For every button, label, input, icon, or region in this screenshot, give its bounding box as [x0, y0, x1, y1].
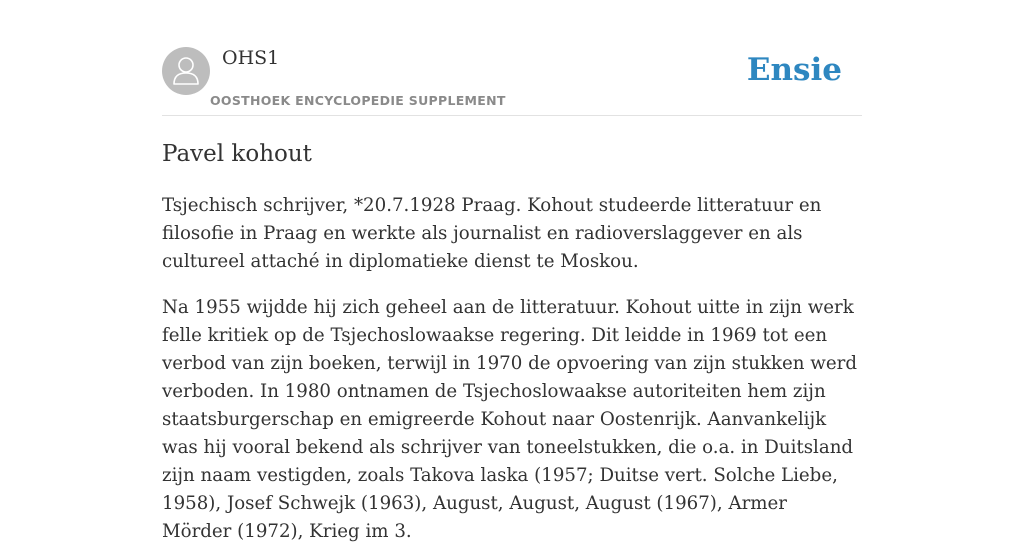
article-header [162, 0, 862, 116]
source-label: OOSTHOEK ENCYCLOPEDIE SUPPLEMENT [210, 93, 506, 108]
article-paragraph: Na 1955 wijdde hij zich geheel aan de litteratuur. Kohout uitte in zijn werk felle kritiek op de Tsjechoslowaakse regering. Dit leidde in 1969 tot een verbod van zijn boeken, terwijl in 1970 de opvoering van zijn stukken werd verboden. In 1980 ontnamen de Tsjechoslowaakse autoriteiten hem zijn staatsburgerschap en emigreerde Kohout naar Oostenrijk. Aanvankelijk was hij vooral bekend als schrijver van toneelstukken, die o.a. in Duitsland zijn naam vestigden, zoals Takova laska (1957; Duitse vert. Solche Liebe, 1958), Josef Schwejk (1963), August, August, August (1967), Armer Mörder (1972), Krieg im 3. [162, 297, 857, 542]
brand-logo[interactable]: Ensie [746, 52, 842, 88]
user-icon [162, 47, 210, 95]
avatar[interactable] [162, 47, 210, 95]
page-title: Pavel kohout [162, 141, 312, 167]
author-name[interactable]: OHS1 [222, 47, 280, 69]
article-paragraph: Tsjechisch schrijver, *20.7.1928 Praag. Kohout studeerde litteratuur en filosofie in Praag en werkte als journalist en radioverslaggever en als cultureel attaché in diplomatieke dienst te Moskou. [162, 195, 822, 272]
article-page [162, 0, 862, 546]
